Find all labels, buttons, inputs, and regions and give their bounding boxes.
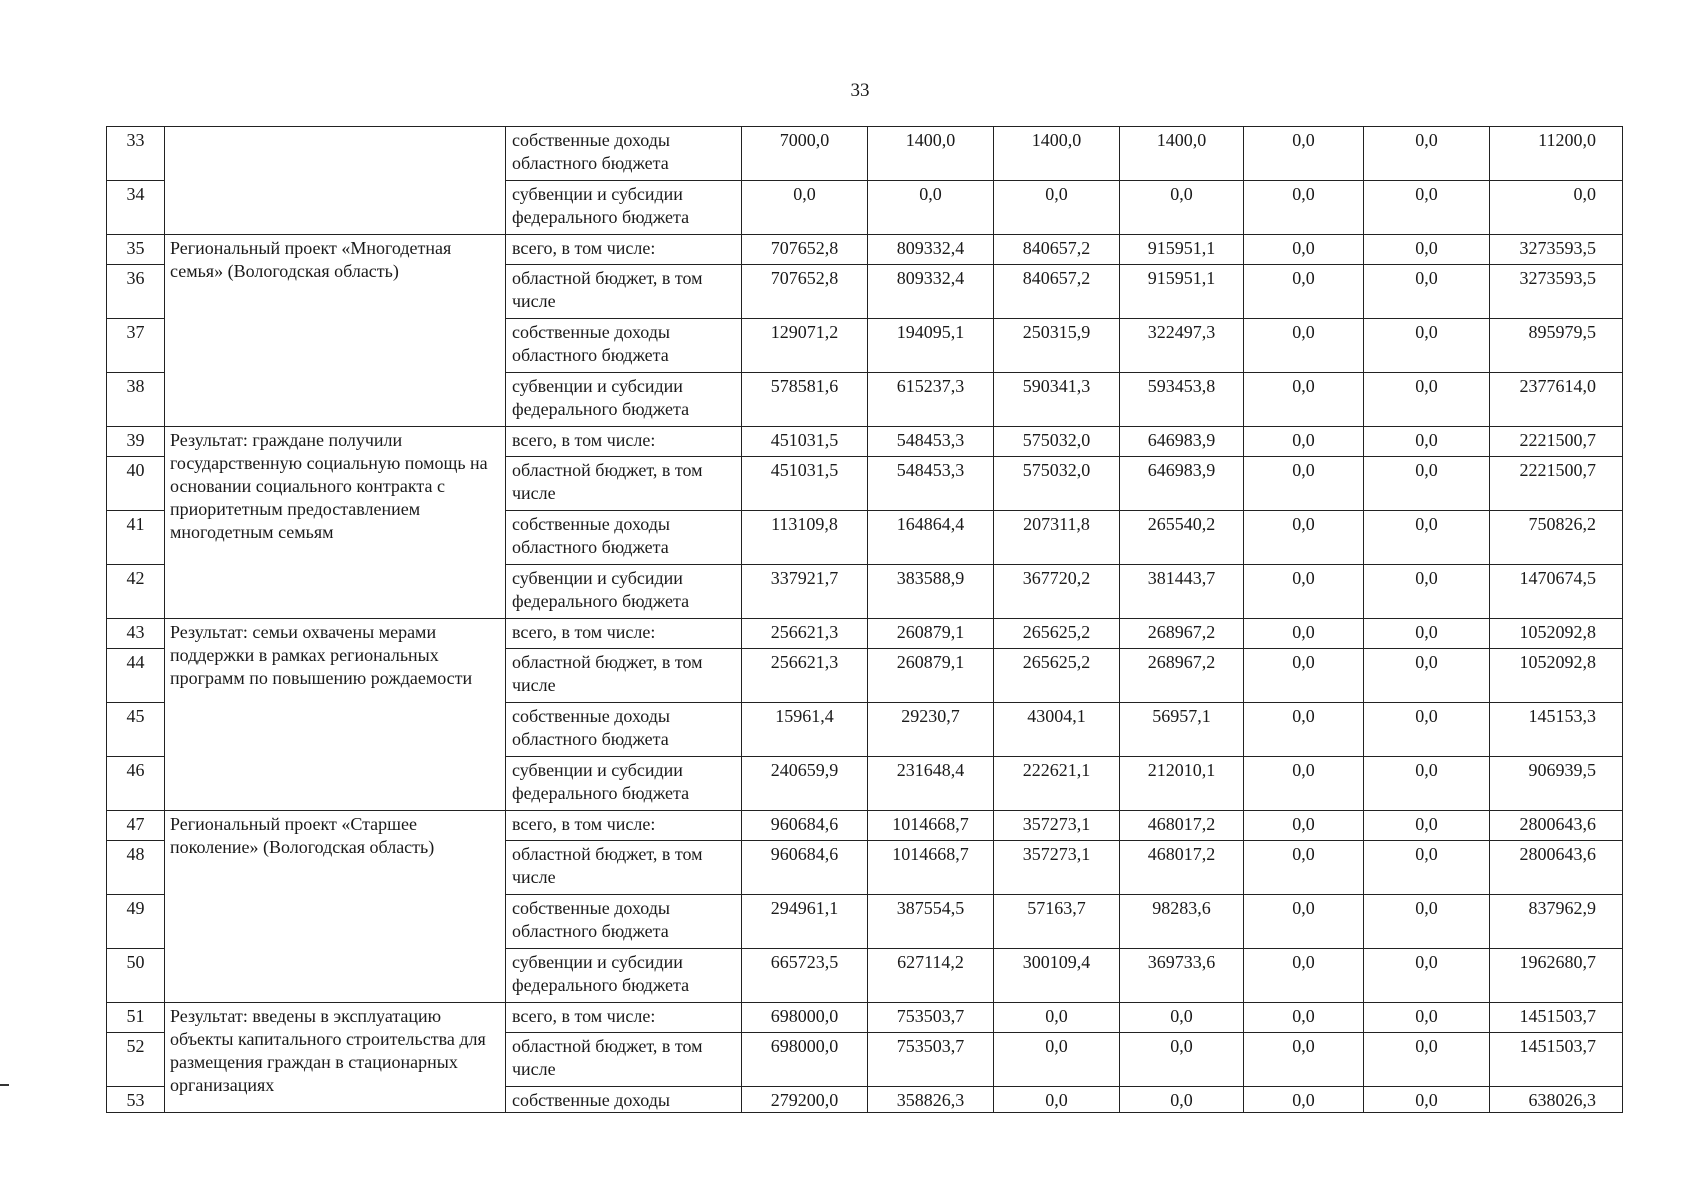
amount-cell: 0,0	[1364, 841, 1490, 895]
amount-cell: 809332,4	[868, 265, 994, 319]
amount-cell: 615237,3	[868, 373, 994, 427]
funding-source-cell: всего, в том числе:	[506, 811, 742, 841]
amount-cell: 0,0	[1244, 895, 1364, 949]
funding-source-cell: субвенции и субсидии федерального бюджета	[506, 373, 742, 427]
amount-cell: 627114,2	[868, 949, 994, 1003]
amount-cell: 0,0	[1364, 373, 1490, 427]
funding-source-cell: всего, в том числе:	[506, 235, 742, 265]
amount-cell: 0,0	[1244, 841, 1364, 895]
row-number-cell: 38	[107, 373, 165, 427]
amount-cell: 0,0	[1244, 181, 1364, 235]
amount-cell: 593453,8	[1120, 373, 1244, 427]
amount-cell: 698000,0	[742, 1003, 868, 1033]
table-row	[107, 235, 1623, 265]
amount-cell: 665723,5	[742, 949, 868, 1003]
row-number-cell: 40	[107, 457, 165, 511]
amount-cell: 0,0	[1120, 1003, 1244, 1033]
row-number-cell: 48	[107, 841, 165, 895]
amount-cell: 57163,7	[994, 895, 1120, 949]
total-value-cell: 2377614,0	[1490, 373, 1623, 427]
row-number-cell: 39	[107, 427, 165, 457]
total-value-cell: 750826,2	[1490, 511, 1623, 565]
funding-source-cell: субвенции и субсидии федерального бюджета	[506, 949, 742, 1003]
total-value-cell: 2800643,6	[1490, 841, 1623, 895]
total-value-cell: 837962,9	[1490, 895, 1623, 949]
amount-cell: 207311,8	[994, 511, 1120, 565]
amount-cell: 0,0	[1364, 265, 1490, 319]
funding-source-cell: субвенции и субсидии федерального бюджета	[506, 565, 742, 619]
total-value-cell: 1962680,7	[1490, 949, 1623, 1003]
amount-cell: 0,0	[1244, 265, 1364, 319]
amount-cell: 43004,1	[994, 703, 1120, 757]
total-value-cell: 1470674,5	[1490, 565, 1623, 619]
amount-cell: 0,0	[1364, 181, 1490, 235]
amount-cell: 0,0	[1244, 619, 1364, 649]
table-row	[107, 1003, 1623, 1033]
amount-cell: 451031,5	[742, 427, 868, 457]
total-value-cell: 3273593,5	[1490, 235, 1623, 265]
row-number-cell: 53	[107, 1087, 165, 1113]
amount-cell: 0,0	[1364, 565, 1490, 619]
item-name-cell: Региональный проект «Старшее поколение» (Вологодская область)	[165, 811, 506, 1003]
total-value-cell: 895979,5	[1490, 319, 1623, 373]
funding-source-cell: собственные доходы областного бюджета	[506, 319, 742, 373]
amount-cell: 358826,3	[868, 1087, 994, 1113]
amount-cell: 56957,1	[1120, 703, 1244, 757]
funding-source-cell: областной бюджет, в том числе	[506, 457, 742, 511]
amount-cell: 707652,8	[742, 235, 868, 265]
amount-cell: 0,0	[994, 181, 1120, 235]
amount-cell: 222621,1	[994, 757, 1120, 811]
amount-cell: 548453,3	[868, 427, 994, 457]
amount-cell: 0,0	[1244, 511, 1364, 565]
funding-source-cell: областной бюджет, в том числе	[506, 1033, 742, 1087]
amount-cell: 15961,4	[742, 703, 868, 757]
amount-cell: 0,0	[1364, 1087, 1490, 1113]
amount-cell: 357273,1	[994, 811, 1120, 841]
row-number-cell: 41	[107, 511, 165, 565]
amount-cell: 0,0	[1244, 703, 1364, 757]
amount-cell: 268967,2	[1120, 619, 1244, 649]
amount-cell: 387554,5	[868, 895, 994, 949]
amount-cell: 1014668,7	[868, 841, 994, 895]
amount-cell: 0,0	[1244, 649, 1364, 703]
amount-cell: 960684,6	[742, 811, 868, 841]
funding-source-cell: областной бюджет, в том числе	[506, 265, 742, 319]
amount-cell: 250315,9	[994, 319, 1120, 373]
amount-cell: 840657,2	[994, 265, 1120, 319]
amount-cell: 0,0	[1364, 127, 1490, 181]
funding-source-cell: собственные доходы областного бюджета	[506, 511, 742, 565]
table-row	[107, 811, 1623, 841]
total-value-cell: 1451503,7	[1490, 1003, 1623, 1033]
row-number-cell: 43	[107, 619, 165, 649]
amount-cell: 0,0	[1244, 565, 1364, 619]
amount-cell: 809332,4	[868, 235, 994, 265]
row-number-cell: 45	[107, 703, 165, 757]
amount-cell: 1400,0	[994, 127, 1120, 181]
amount-cell: 646983,9	[1120, 457, 1244, 511]
amount-cell: 265540,2	[1120, 511, 1244, 565]
total-value-cell: 1052092,8	[1490, 649, 1623, 703]
amount-cell: 129071,2	[742, 319, 868, 373]
amount-cell: 0,0	[1120, 1087, 1244, 1113]
amount-cell: 0,0	[994, 1003, 1120, 1033]
amount-cell: 240659,9	[742, 757, 868, 811]
amount-cell: 0,0	[994, 1033, 1120, 1087]
amount-cell: 575032,0	[994, 457, 1120, 511]
amount-cell: 707652,8	[742, 265, 868, 319]
amount-cell: 265625,2	[994, 619, 1120, 649]
item-name-cell: Региональный проект «Многодетная семья» (Вологодская область)	[165, 235, 506, 427]
amount-cell: 256621,3	[742, 649, 868, 703]
funding-source-cell: областной бюджет, в том числе	[506, 841, 742, 895]
amount-cell: 212010,1	[1120, 757, 1244, 811]
amount-cell: 260879,1	[868, 649, 994, 703]
amount-cell: 260879,1	[868, 619, 994, 649]
amount-cell: 0,0	[1364, 757, 1490, 811]
amount-cell: 0,0	[1120, 1033, 1244, 1087]
amount-cell: 590341,3	[994, 373, 1120, 427]
amount-cell: 0,0	[1364, 811, 1490, 841]
amount-cell: 0,0	[1364, 949, 1490, 1003]
amount-cell: 194095,1	[868, 319, 994, 373]
row-number-cell: 50	[107, 949, 165, 1003]
total-value-cell: 1451503,7	[1490, 1033, 1623, 1087]
row-number-cell: 33	[107, 127, 165, 181]
funding-source-cell: субвенции и субсидии федерального бюджета	[506, 757, 742, 811]
amount-cell: 0,0	[1244, 1087, 1364, 1113]
amount-cell: 915951,1	[1120, 265, 1244, 319]
amount-cell: 29230,7	[868, 703, 994, 757]
amount-cell: 0,0	[742, 181, 868, 235]
amount-cell: 468017,2	[1120, 811, 1244, 841]
amount-cell: 0,0	[1244, 127, 1364, 181]
total-value-cell: 638026,3	[1490, 1087, 1623, 1113]
amount-cell: 98283,6	[1120, 895, 1244, 949]
amount-cell: 0,0	[1364, 703, 1490, 757]
amount-cell: 0,0	[1244, 1033, 1364, 1087]
amount-cell: 0,0	[1244, 1003, 1364, 1033]
item-name-cell	[165, 127, 506, 235]
total-value-cell: 2221500,7	[1490, 457, 1623, 511]
page-number: 33	[850, 80, 870, 101]
funding-source-cell: собственные доходы областного бюджета	[506, 703, 742, 757]
amount-cell: 698000,0	[742, 1033, 868, 1087]
amount-cell: 164864,4	[868, 511, 994, 565]
table-row	[107, 427, 1623, 457]
amount-cell: 840657,2	[994, 235, 1120, 265]
amount-cell: 0,0	[1364, 511, 1490, 565]
total-value-cell: 3273593,5	[1490, 265, 1623, 319]
table-row	[107, 127, 1623, 181]
row-number-cell: 35	[107, 235, 165, 265]
total-value-cell: 145153,3	[1490, 703, 1623, 757]
amount-cell: 0,0	[1364, 457, 1490, 511]
amount-cell: 0,0	[1364, 427, 1490, 457]
amount-cell: 0,0	[1364, 1003, 1490, 1033]
total-value-cell: 2221500,7	[1490, 427, 1623, 457]
amount-cell: 960684,6	[742, 841, 868, 895]
amount-cell: 0,0	[1364, 1033, 1490, 1087]
amount-cell: 575032,0	[994, 427, 1120, 457]
amount-cell: 0,0	[1244, 811, 1364, 841]
amount-cell: 0,0	[1244, 319, 1364, 373]
funding-source-cell: собственные доходы	[506, 1087, 742, 1113]
amount-cell: 7000,0	[742, 127, 868, 181]
row-number-cell: 46	[107, 757, 165, 811]
amount-cell: 113109,8	[742, 511, 868, 565]
amount-cell: 646983,9	[1120, 427, 1244, 457]
amount-cell: 381443,7	[1120, 565, 1244, 619]
amount-cell: 279200,0	[742, 1087, 868, 1113]
amount-cell: 753503,7	[868, 1033, 994, 1087]
amount-cell: 0,0	[1364, 649, 1490, 703]
amount-cell: 0,0	[1244, 757, 1364, 811]
amount-cell: 0,0	[1364, 235, 1490, 265]
amount-cell: 0,0	[1364, 619, 1490, 649]
amount-cell: 915951,1	[1120, 235, 1244, 265]
budget-table	[106, 126, 1623, 1113]
funding-source-cell: всего, в том числе:	[506, 427, 742, 457]
funding-source-cell: субвенции и субсидии федерального бюджета	[506, 181, 742, 235]
table-row	[107, 619, 1623, 649]
amount-cell: 0,0	[1120, 181, 1244, 235]
total-value-cell: 2800643,6	[1490, 811, 1623, 841]
total-value-cell: 11200,0	[1490, 127, 1623, 181]
row-number-cell: 51	[107, 1003, 165, 1033]
scan-edge-mark	[0, 1084, 9, 1086]
funding-source-cell: всего, в том числе:	[506, 619, 742, 649]
amount-cell: 265625,2	[994, 649, 1120, 703]
amount-cell: 0,0	[1244, 457, 1364, 511]
amount-cell: 1400,0	[1120, 127, 1244, 181]
amount-cell: 337921,7	[742, 565, 868, 619]
funding-source-cell: собственные доходы областного бюджета	[506, 895, 742, 949]
funding-source-cell: собственные доходы областного бюджета	[506, 127, 742, 181]
row-number-cell: 34	[107, 181, 165, 235]
amount-cell: 0,0	[1364, 319, 1490, 373]
amount-cell: 256621,3	[742, 619, 868, 649]
amount-cell: 1400,0	[868, 127, 994, 181]
item-name-cell: Результат: семьи охвачены мерами поддержки в рамках региональных программ по повышению рождаемости	[165, 619, 506, 811]
amount-cell: 0,0	[1244, 949, 1364, 1003]
amount-cell: 294961,1	[742, 895, 868, 949]
row-number-cell: 36	[107, 265, 165, 319]
row-number-cell: 44	[107, 649, 165, 703]
item-name-cell: Результат: граждане получили государственную социальную помощь на основании социального контракта с приоритетным предоставлением многодетным семьям	[165, 427, 506, 619]
row-number-cell: 47	[107, 811, 165, 841]
amount-cell: 0,0	[1244, 373, 1364, 427]
funding-source-cell: всего, в том числе:	[506, 1003, 742, 1033]
item-name-cell: Результат: введены в эксплуатацию объекты капитального строительства для размещения граждан в стационарных организациях	[165, 1003, 506, 1113]
total-value-cell: 906939,5	[1490, 757, 1623, 811]
total-value-cell: 0,0	[1490, 181, 1623, 235]
amount-cell: 322497,3	[1120, 319, 1244, 373]
amount-cell: 268967,2	[1120, 649, 1244, 703]
row-number-cell: 52	[107, 1033, 165, 1087]
amount-cell: 0,0	[1244, 235, 1364, 265]
amount-cell: 300109,4	[994, 949, 1120, 1003]
amount-cell: 369733,6	[1120, 949, 1244, 1003]
amount-cell: 0,0	[1364, 895, 1490, 949]
amount-cell: 578581,6	[742, 373, 868, 427]
row-number-cell: 37	[107, 319, 165, 373]
amount-cell: 468017,2	[1120, 841, 1244, 895]
amount-cell: 548453,3	[868, 457, 994, 511]
amount-cell: 231648,4	[868, 757, 994, 811]
total-value-cell: 1052092,8	[1490, 619, 1623, 649]
row-number-cell: 49	[107, 895, 165, 949]
amount-cell: 0,0	[1244, 427, 1364, 457]
amount-cell: 357273,1	[994, 841, 1120, 895]
amount-cell: 367720,2	[994, 565, 1120, 619]
amount-cell: 0,0	[994, 1087, 1120, 1113]
row-number-cell: 42	[107, 565, 165, 619]
amount-cell: 451031,5	[742, 457, 868, 511]
amount-cell: 1014668,7	[868, 811, 994, 841]
amount-cell: 383588,9	[868, 565, 994, 619]
amount-cell: 0,0	[868, 181, 994, 235]
funding-source-cell: областной бюджет, в том числе	[506, 649, 742, 703]
amount-cell: 753503,7	[868, 1003, 994, 1033]
